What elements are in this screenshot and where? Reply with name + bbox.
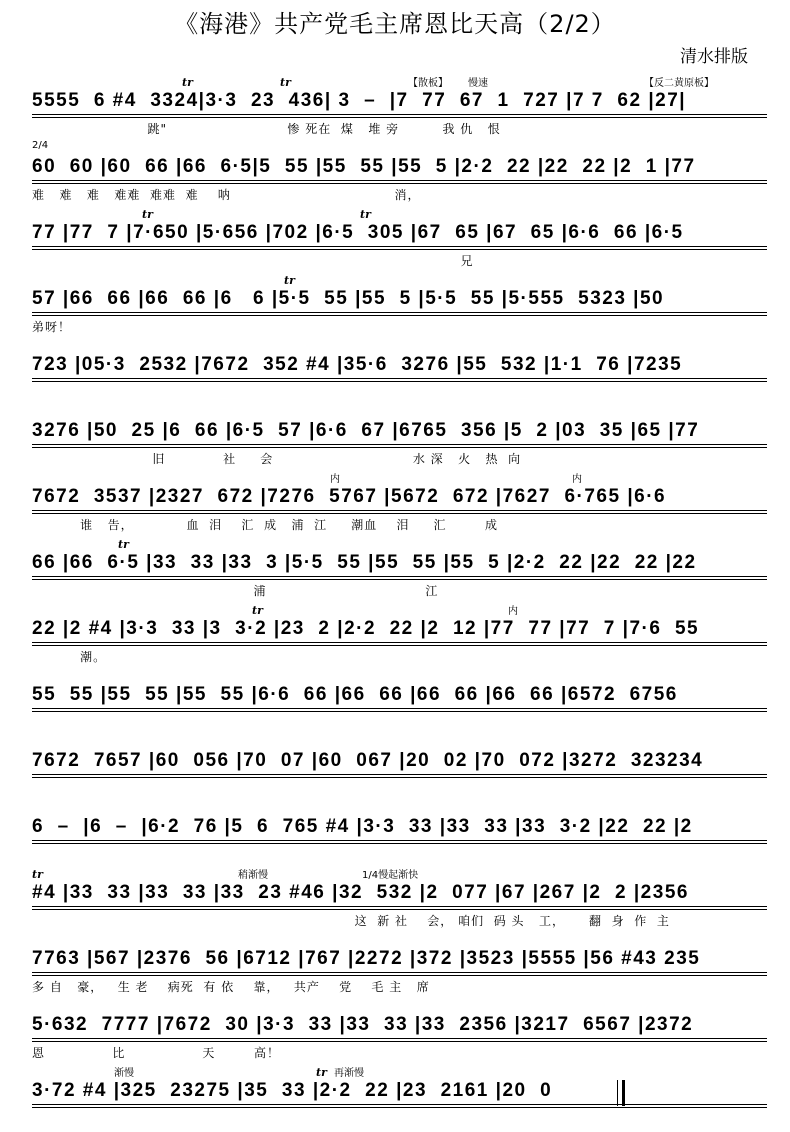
beam-underline	[32, 906, 767, 907]
beam-underline-double	[32, 909, 767, 910]
notation-line: 7672 3537 |2327 672 |7276 5767 |5672 672 |7627 6·765 |6·6	[32, 486, 667, 507]
score-system	[32, 270, 772, 340]
performance-mark: 内	[330, 474, 340, 485]
trill-mark: tr	[284, 274, 295, 287]
beam-underline-double	[32, 513, 767, 514]
lyric-line: 跳" 惨 死在 煤 堆 旁 我 仇 恨	[32, 122, 501, 136]
performance-mark: 2/4	[32, 140, 49, 151]
beam-underline-double	[32, 579, 767, 580]
beam-underline	[32, 180, 767, 181]
beam-underline	[32, 510, 767, 511]
beam-underline-double	[32, 183, 767, 184]
score-system	[32, 930, 772, 1000]
score-system	[32, 798, 772, 868]
trill-mark: tr	[316, 1066, 327, 1079]
performance-mark: 稍渐慢	[238, 870, 268, 881]
notation-line: 66 |66 6·5 |33 33 |33 3 |5·5 55 |55 55 |55 5 |2·2 22 |22 22 |22	[32, 552, 697, 573]
notation-line: 5·632 7777 |7672 30 |3·3 33 |33 33 |33 2356 |3217 6567 |2372	[32, 1014, 694, 1035]
notation-line: 7763 |567 |2376 56 |6712 |767 |2272 |372 |3523 |5555 |56 #43 235	[32, 948, 701, 969]
notation-line: 7672 7657 |60 056 |70 07 |60 067 |20 02 |70 072 |3272 323234	[32, 750, 704, 771]
trill-mark: tr	[182, 76, 193, 89]
typesetter-credit: 清水排版	[680, 47, 748, 67]
notation-line: 3·72 #4 |325 23275 |35 33 |2·2 22 |23 2161 |20 0	[32, 1080, 559, 1101]
performance-mark: 内	[572, 474, 582, 485]
trill-mark: tr	[280, 76, 291, 89]
lyric-line: 弟呀！	[32, 320, 72, 334]
lyric-line: 这 新 社 会， 咱们 码 头 工， 翻 身 作 主	[32, 914, 670, 928]
notation-line: 3276 |50 25 |6 66 |6·5 57 |6·6 67 |6765 356 |5 2 |03 35 |65 |77	[32, 420, 700, 441]
lyric-line: 兄	[32, 254, 474, 268]
beam-underline	[32, 312, 767, 313]
beam-underline	[32, 1104, 767, 1105]
beam-underline	[32, 642, 767, 643]
score-system	[32, 732, 772, 802]
trill-mark: tr	[118, 538, 129, 551]
beam-underline-double	[32, 711, 767, 712]
performance-mark: 【散板】	[408, 78, 448, 89]
performance-mark: 慢速	[468, 78, 488, 89]
lyric-line: 难 难 难 难难 难难 难 呐 消，	[32, 188, 421, 202]
beam-underline-double	[32, 777, 767, 778]
beam-underline-double	[32, 645, 767, 646]
beam-underline-double	[32, 381, 767, 382]
notation-line: 6 – |6 – |6·2 76 |5 6 765 #4 |3·3 33 |33 33 |33 3·2 |22 22 |2	[32, 816, 693, 837]
lyric-line: 谁 告， 血 泪 汇 成 浦 江 潮血 泪 汇 成	[32, 518, 499, 532]
score-system	[32, 204, 772, 274]
final-barline	[622, 1080, 625, 1106]
score-system	[32, 138, 772, 208]
beam-underline-double	[32, 249, 767, 250]
beam-underline	[32, 378, 767, 379]
score-system	[32, 468, 772, 538]
score-system	[32, 402, 772, 472]
notation-line: 57 |66 66 |66 66 |6 6 |5·5 55 |55 5 |5·5 55 |5·555 5323 |50	[32, 288, 665, 309]
beam-underline	[32, 972, 767, 973]
lyric-line: 恩 比 天 高！	[32, 1046, 280, 1060]
beam-underline-double	[32, 447, 767, 448]
score-system	[32, 600, 772, 670]
beam-underline-double	[32, 1041, 767, 1042]
trill-mark: tr	[142, 208, 153, 221]
beam-underline-double	[32, 843, 767, 844]
page-title: 《海港》共产党毛主席恩比天高（2/2）	[174, 10, 616, 38]
notation-line: 60 60 |60 66 |66 6·5|5 55 |55 55 |55 5 |2·2 22 |22 22 |2 1 |77	[32, 156, 696, 177]
beam-underline	[32, 114, 767, 115]
beam-underline-double	[32, 315, 767, 316]
performance-mark: 1/4慢起渐快	[362, 870, 419, 881]
trill-mark: tr	[32, 868, 43, 881]
notation-line: 55 55 |55 55 |55 55 |6·6 66 |66 66 |66 66 |66 66 |6572 6756	[32, 684, 678, 705]
lyric-line: 潮。	[32, 650, 107, 664]
score-system	[32, 864, 772, 934]
notation-line: 22 |2 #4 |3·3 33 |3 3·2 |23 2 |2·2 22 |2 12 |77 77 |77 7 |7·6 55	[32, 618, 700, 639]
notation-line: 723 |05·3 2532 |7672 352 #4 |35·6 3276 |55 532 |1·1 76 |7235	[32, 354, 683, 375]
final-barline-thin	[617, 1080, 618, 1106]
beam-underline-double	[32, 1107, 767, 1108]
performance-mark: 内	[508, 606, 518, 617]
lyric-line: 多 自 豪， 生 老 病死 有 依 靠， 共产 党 毛 主 席	[32, 980, 430, 994]
beam-underline	[32, 1038, 767, 1039]
beam-underline	[32, 246, 767, 247]
score-system	[32, 666, 772, 736]
performance-mark: 再渐慢	[334, 1068, 364, 1079]
beam-underline	[32, 840, 767, 841]
beam-underline-double	[32, 117, 767, 118]
performance-mark: 渐慢	[114, 1068, 134, 1079]
score-system	[32, 996, 772, 1066]
beam-underline	[32, 576, 767, 577]
score-system	[32, 534, 772, 604]
notation-line: 5555 6 #4 3324|3·3 23 436| 3 – |7 77 67 1 727 |7 7 62 |27|	[32, 90, 687, 111]
performance-mark: 【反二黄原板】	[644, 78, 714, 89]
lyric-line: 浦 江	[32, 584, 439, 598]
beam-underline	[32, 444, 767, 445]
trill-mark: tr	[360, 208, 371, 221]
lyric-line: 旧 社 会 水 深 火 热 向	[32, 452, 522, 466]
notation-line: #4 |33 33 |33 33 |33 23 #46 |32 532 |2 077 |67 |267 |2 2 |2356	[32, 882, 689, 903]
score-system	[32, 72, 772, 142]
notation-line: 77 |77 7 |7·650 |5·656 |702 |6·5 305 |67 65 |67 65 |6·6 66 |6·5	[32, 222, 684, 243]
trill-mark: tr	[252, 604, 263, 617]
beam-underline-double	[32, 975, 767, 976]
beam-underline	[32, 774, 767, 775]
beam-underline	[32, 708, 767, 709]
score-system	[32, 1062, 772, 1132]
score-system	[32, 336, 772, 406]
